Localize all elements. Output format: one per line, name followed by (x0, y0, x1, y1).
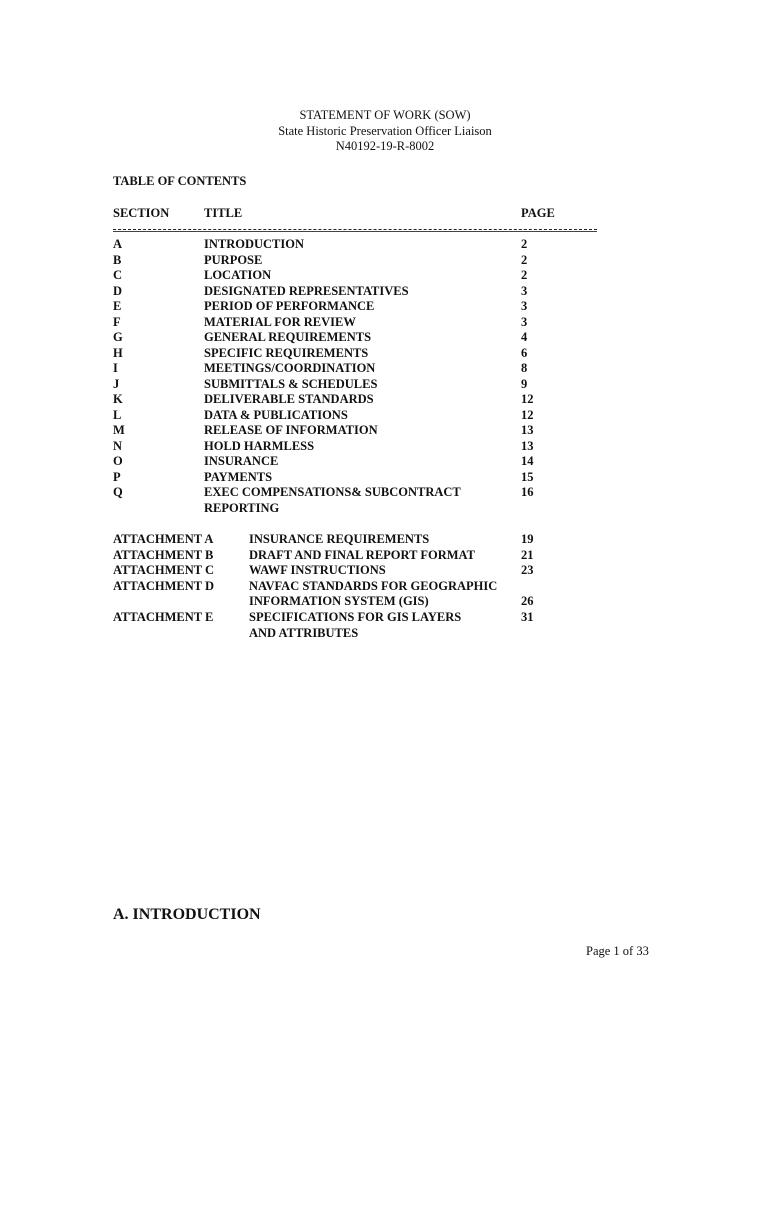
toc-row (0, 377, 770, 393)
toc-row-title: HOLD HARMLESS (204, 438, 315, 453)
toc-attachment-row (0, 610, 770, 626)
toc-row-page: 2 (521, 268, 528, 282)
toc-attachment-label: ATTACHMENT D (113, 578, 215, 593)
toc-attachment-page: 19 (521, 532, 534, 546)
toc-attachment-label: ATTACHMENT A (113, 532, 214, 546)
toc-row (0, 268, 770, 284)
toc-row-letter: Q (113, 485, 123, 499)
document-subtitle: State Historic Preservation Officer Liaison (278, 123, 492, 138)
toc-row-page: 8 (521, 361, 528, 375)
toc-row-title: DESIGNATED REPRESENTATIVES (204, 283, 409, 298)
toc-column-page: PAGE (521, 206, 555, 220)
toc-row (0, 408, 770, 424)
toc-attachment-page: 26 (521, 594, 534, 609)
toc-column-section: SECTION (113, 206, 170, 220)
toc-row-title: SPECIFIC REQUIREMENTS (204, 345, 369, 360)
toc-row-page: 13 (521, 438, 534, 453)
toc-row-page: 16 (521, 485, 534, 499)
toc-divider (113, 229, 597, 230)
toc-column-title: TITLE (204, 206, 243, 220)
toc-row-letter: O (113, 454, 123, 468)
toc-attachment-row (0, 563, 770, 579)
toc-row-title: PURPOSE (204, 252, 263, 267)
toc-row-letter: A (113, 237, 123, 251)
toc-row (0, 330, 770, 346)
toc-row-letter: B (113, 252, 122, 267)
toc-row-page: 15 (521, 469, 534, 484)
toc-row-page: 13 (521, 423, 534, 437)
toc-row-page: 2 (521, 252, 528, 267)
toc-row-title: PAYMENTS (204, 469, 273, 484)
toc-attachment-title: WAWF INSTRUCTIONS (249, 563, 386, 578)
toc-row-title: SUBMITTALS & SCHEDULES (204, 376, 378, 391)
toc-row (0, 423, 770, 439)
toc-row (0, 253, 770, 269)
toc-row-title: DELIVERABLE STANDARDS (204, 392, 374, 406)
toc-attachment-title: DRAFT AND FINAL REPORT FORMAT (249, 547, 475, 562)
toc-row-letter: D (113, 283, 123, 298)
toc-attachment-title: INSURANCE REQUIREMENTS (249, 532, 430, 546)
document-header (0, 108, 770, 155)
toc-row (0, 361, 770, 377)
toc-row (0, 454, 770, 470)
toc-row-page: 2 (521, 237, 528, 251)
toc-row (0, 439, 770, 455)
toc-row-page: 12 (521, 407, 534, 422)
toc-row-letter: J (113, 376, 120, 391)
toc-attachment-page: 31 (521, 609, 534, 624)
toc-attachment-page: 23 (521, 563, 534, 578)
toc-row-letter: C (113, 268, 123, 282)
toc-attachment-label: ATTACHMENT C (113, 563, 215, 578)
toc-row (0, 392, 770, 408)
toc-row-page: 6 (521, 345, 528, 360)
toc-row-title: GENERAL REQUIREMENTS (204, 330, 372, 344)
toc-row (0, 299, 770, 315)
toc-attachment-row (0, 579, 770, 595)
toc-row-page: 12 (521, 392, 534, 406)
toc-row-title: INTRODUCTION (204, 237, 305, 251)
toc-attachment-title: INFORMATION SYSTEM (GIS) (249, 594, 429, 609)
toc-row (0, 315, 770, 331)
toc-attachment-row (0, 548, 770, 564)
solicitation-number: N40192-19-R-8002 (335, 139, 435, 153)
toc-attachment-row (0, 532, 770, 548)
toc-row-letter: H (113, 345, 123, 360)
toc-row-page: 3 (521, 314, 528, 329)
toc-row-letter: F (113, 314, 121, 329)
toc-row-page: 9 (521, 376, 528, 391)
toc-row-letter: E (113, 299, 122, 313)
toc-heading: TABLE OF CONTENTS (113, 174, 247, 188)
toc-row-page: 4 (521, 330, 528, 344)
toc-attachment-label: ATTACHMENT E (113, 609, 214, 624)
toc-row (0, 485, 770, 501)
toc-attachment-page: 21 (521, 547, 534, 562)
toc-row-title: RELEASE OF INFORMATION (204, 423, 378, 437)
toc-row (0, 237, 770, 253)
section-heading: A. INTRODUCTION (113, 906, 261, 923)
toc-row-title: INSURANCE (204, 454, 279, 468)
toc-row-letter: G (113, 330, 123, 344)
toc-divider-underline (113, 231, 597, 232)
toc-row-letter: I (113, 361, 118, 375)
toc-row-page: 3 (521, 283, 528, 298)
toc-row-title: PERIOD OF PERFORMANCE (204, 299, 375, 313)
toc-attachment-title: AND ATTRIBUTES (249, 625, 359, 640)
toc-attachment-row (0, 594, 770, 610)
toc-row (0, 501, 770, 517)
toc-row-page: 14 (521, 454, 534, 468)
toc-row-title: MEETINGS/COORDINATION (204, 361, 376, 375)
document-title: STATEMENT OF WORK (SOW) (299, 108, 471, 122)
toc-attachment-title: SPECIFICATIONS FOR GIS LAYERS (249, 609, 462, 624)
toc-row (0, 470, 770, 486)
toc-attachment-title: NAVFAC STANDARDS FOR GEOGRAPHIC (249, 578, 498, 593)
toc-row (0, 284, 770, 300)
toc-row-title: MATERIAL FOR REVIEW (204, 314, 356, 329)
toc-attachment-label: ATTACHMENT B (113, 547, 214, 562)
toc-row-title: DATA & PUBLICATIONS (204, 407, 348, 422)
toc-row-letter: K (113, 392, 123, 406)
toc-row-title: EXEC COMPENSATIONS& SUBCONTRACT (204, 485, 461, 499)
toc-row-letter: M (113, 423, 125, 437)
toc-row-letter: P (113, 469, 121, 484)
toc-row-title: REPORTING (204, 500, 280, 515)
toc-attachment-row (0, 626, 770, 642)
toc-row-title: LOCATION (204, 268, 272, 282)
page-number: Page 1 of 33 (586, 944, 649, 958)
toc-row (0, 346, 770, 362)
toc-sections-list (0, 237, 770, 516)
toc-attachments-list (0, 532, 770, 641)
toc-row-letter: N (113, 438, 123, 453)
toc-row-page: 3 (521, 299, 528, 313)
toc-row-letter: L (113, 407, 122, 422)
